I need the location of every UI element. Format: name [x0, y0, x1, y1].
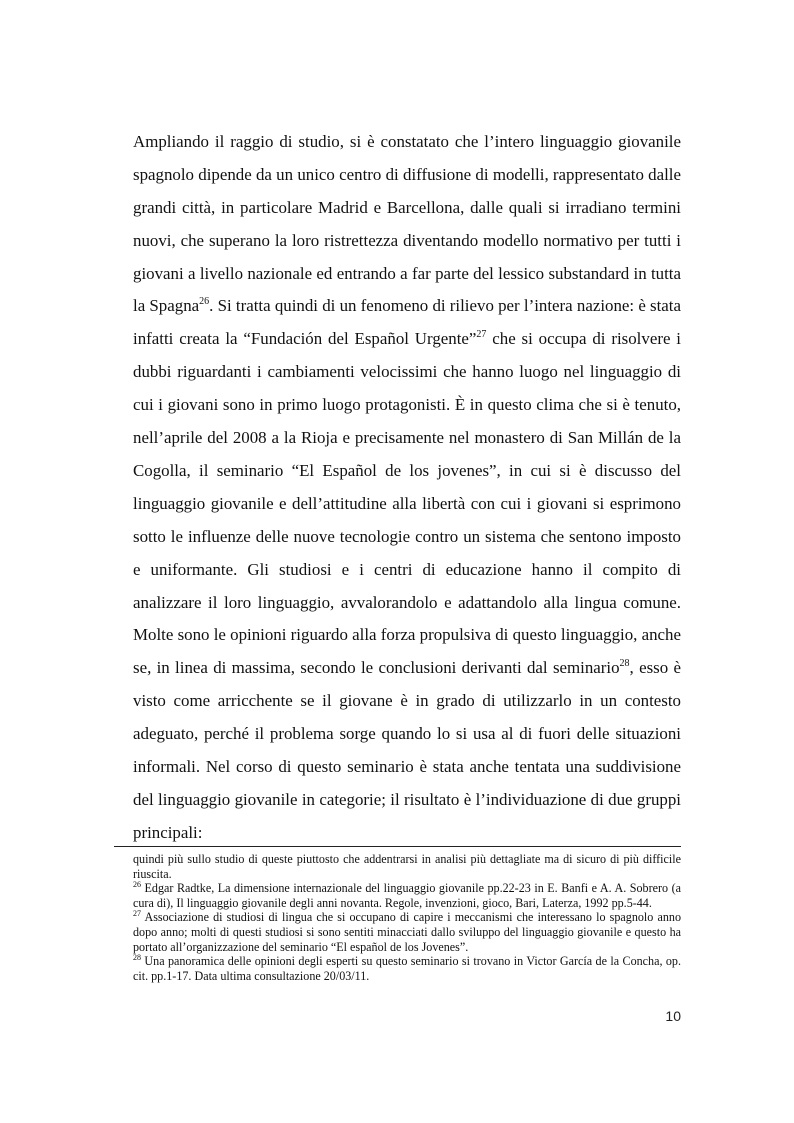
footnote-text: Associazione di studiosi di lingua che si occupano di capire i meccanismi che interessano lo spagnolo anno dopo anno; molti di questi studiosi si sono sentiti minacciati dallo sviluppo del linguaggio giovanile e questo ha portato all’organizzazione del seminario “El español de los Jovenes”.	[133, 910, 681, 954]
page-number: 10	[665, 1008, 681, 1024]
body-text-part-1: Ampliando il raggio di studio, si è constatato che l’intero linguaggio giovanile spagnolo dipende da un unico centro di diffusione di modelli, rappresentato dalle grandi città, in particolare Madrid e Barcellona, dalle quali si irradiano termini nuovi, che superano la loro ristrettezza diventando modello normativo per tutti i giovani a livello nazionale ed entrando a far parte del lessico substandard in tutta la Spagna	[133, 131, 681, 316]
footnote-ref-28[interactable]: 28	[619, 658, 630, 670]
footnote-ref-27[interactable]: 27	[476, 329, 487, 341]
footnote-number: 27	[133, 909, 141, 919]
body-paragraph	[133, 126, 681, 850]
footnote-27	[133, 910, 681, 954]
footnote-continuation: quindi più sullo studio di queste piuttosto che addentrarsi in analisi più dettagliate ma di sicuro di più difficile riuscita.	[133, 852, 681, 881]
footnote-text: Edgar Radtke, La dimensione internazionale del linguaggio giovanile pp.22-23 in E. Banfi e A. A. Sobrero (a cura di), Il linguaggio giovanile degli anni novanta. Regole, invenzioni, gioco, Bari, Laterza, 1992 pp.5-44.	[133, 881, 681, 910]
footnotes-section	[133, 852, 681, 983]
body-text-part-2: . Si tratta quindi di un fenomeno di rilievo per l’intera nazione: è stata infatti creata la “Fundación del Español Urgente”	[133, 296, 681, 349]
footnote-number: 28	[133, 953, 141, 963]
body-text-part-3: che si occupa di risolvere i dubbi riguardanti i cambiamenti velocissimi che hanno luogo nel linguaggio di cui i giovani sono in primo luogo protagonisti. È in questo clima che si è tenuto, nell’aprile del 2008 a la Rioja e precisamente nel monastero di San Millán de la Cogolla, il seminario “El Español de los jovenes”, in cui si è discusso del linguaggio giovanile e dell’attitudine alla libertà con cui i giovani si esprimono sotto le influenze delle nuove tecnologie contro un sistema che sentono imposto e uniformante. Gli studiosi e i centri di educazione hanno il compito di analizzare il loro linguaggio, avvalorandolo e adattandolo alla lingua comune. Molte sono le opinioni riguardo alla forza propulsiva di questo linguaggio, anche se, in linea di massima, secondo le conclusioni derivanti dal seminario	[133, 329, 681, 678]
footnote-26	[133, 881, 681, 910]
footnote-number: 26	[133, 880, 141, 890]
body-text-part-4: , esso è visto come arricchente se il giovane è in grado di utilizzarlo in un contesto adeguato, perché il problema sorge quando lo si usa al di fuori delle situazioni informali. Nel corso di questo seminario è stata anche tentata una suddivisione del linguaggio giovanile in categorie; il risultato è l’individuazione di due gruppi principali:	[133, 658, 681, 842]
footnote-28	[133, 954, 681, 983]
footnote-text: Una panoramica delle opinioni degli esperti su questo seminario si trovano in Victor García de la Concha, op. cit. pp.1-17. Data ultima consultazione 20/03/11.	[133, 954, 681, 983]
footnote-ref-26[interactable]: 26	[199, 296, 210, 308]
footnote-separator	[114, 846, 681, 847]
